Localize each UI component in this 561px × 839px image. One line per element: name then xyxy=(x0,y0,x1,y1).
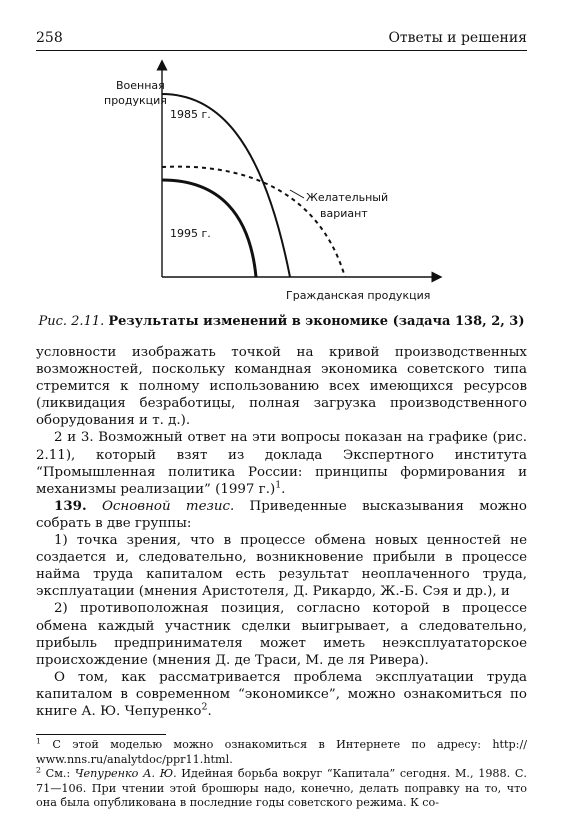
paragraph-6-text: О том, как рассматривается проблема эксплуатации труда капиталом в современном “экономиксе”, можно ознакомиться по книге А. Ю. Чепуренко xyxy=(36,669,527,719)
footnote-1-mark: 1 xyxy=(36,736,41,746)
footnote-rule xyxy=(36,734,166,735)
body-text xyxy=(36,344,527,720)
problem-number: 139. xyxy=(54,497,87,514)
running-title: Ответы и решения xyxy=(388,30,527,46)
ppf-figure xyxy=(0,55,561,310)
footnote-ref-2: 2 xyxy=(201,701,208,713)
paragraph-3-text: Приведенные высказывания можно собрать в две группы: xyxy=(36,498,527,531)
paragraph-6-end: . xyxy=(207,703,212,719)
paragraph-2-text: 2 и 3. Возможный ответ на эти вопросы показан на графике (рис. 2.11), который взят из доклада Экспертного института “Промышленная политика России: принципы формирования и механизмы реализации” (1997 г.) xyxy=(36,430,527,497)
page-number: 258 xyxy=(36,30,63,46)
thesis-label: Основной тезис. xyxy=(101,498,235,514)
footnote-2-prefix: См.: xyxy=(40,767,75,781)
footnote-2-author: Чепуренко А. Ю. xyxy=(74,767,177,781)
page-header xyxy=(36,30,527,50)
label-desired-2: вариант xyxy=(320,207,368,220)
footnotes xyxy=(36,738,527,811)
paragraph-3 xyxy=(36,498,527,532)
curve-1985 xyxy=(162,94,290,277)
paragraph-6 xyxy=(36,669,527,720)
desired-pointer xyxy=(290,190,304,198)
footnote-2-mark: 2 xyxy=(36,765,41,775)
paragraph-2: 2 и 3. Возможный ответ на эти вопросы показан на графике (рис. 2.11), который взят из доклада Экспертного института “Промышленная политика России: принципы формирования и механизмы реализации” (1997 г.)$^1$. xyxy=(36,430,527,497)
caption-prefix: Рис. 2.11. xyxy=(38,314,105,329)
header-rule xyxy=(36,50,527,51)
label-1985: 1985 г. xyxy=(170,108,211,121)
x-axis-label: Гражданская продукция xyxy=(286,289,431,302)
paragraph-5: 2) противоположная позиция, согласно которой в процессе обмена каждый участник сделки выигрывает, а следовательно, прибыль предпринимателя может иметь неэксплуататорское происхождение (мнения Д. де Траси, М. де ля Ривера). xyxy=(36,601,527,668)
label-1995: 1995 г. xyxy=(170,227,211,240)
footnote-1-text: С этой моделью можно ознакомиться в Интернете по адресу: http:// www.nns.ru/analytdoc/ppr11.html. xyxy=(36,738,527,766)
paragraph-1: условности изображать точкой на кривой производственных возможностей, поскольку командная экономика советского типа стремится к полному использованию всех имеющихся ресурсов (ликвидация безработицы, полная загрузка производственного оборудования и т. д.). xyxy=(36,345,527,429)
y-axis-label-1: Военная xyxy=(116,79,165,92)
figure-caption xyxy=(36,314,527,329)
footnote-2 xyxy=(36,767,527,811)
label-desired-1: Желательный xyxy=(306,191,389,204)
footnote-1 xyxy=(36,738,527,767)
footnote-ref-1: 1 xyxy=(275,479,282,491)
caption-text: Результаты изменений в экономике (задача 138, 2, 3) xyxy=(108,314,525,329)
footnote-2-text: Идейная борьба вокруг “Капитала” сегодня. М., 1988. С. 71—106. При чтении этой брошюры надо, конечно, делать поправку на то, что она была опубликована в последние годы советского режима. К со- xyxy=(36,767,527,810)
y-axis-label-2: продукция xyxy=(104,94,167,107)
paragraph-4: 1) точка зрения, что в процессе обмена новых ценностей не создается и, следовательно, возникновение прибыли в процессе найма труда капиталом есть результат неоплаченного труда, эксплуатации (мнения Аристотеля, Д. Рикардо, Ж.-Б. Сэя и др.), и xyxy=(36,533,527,600)
